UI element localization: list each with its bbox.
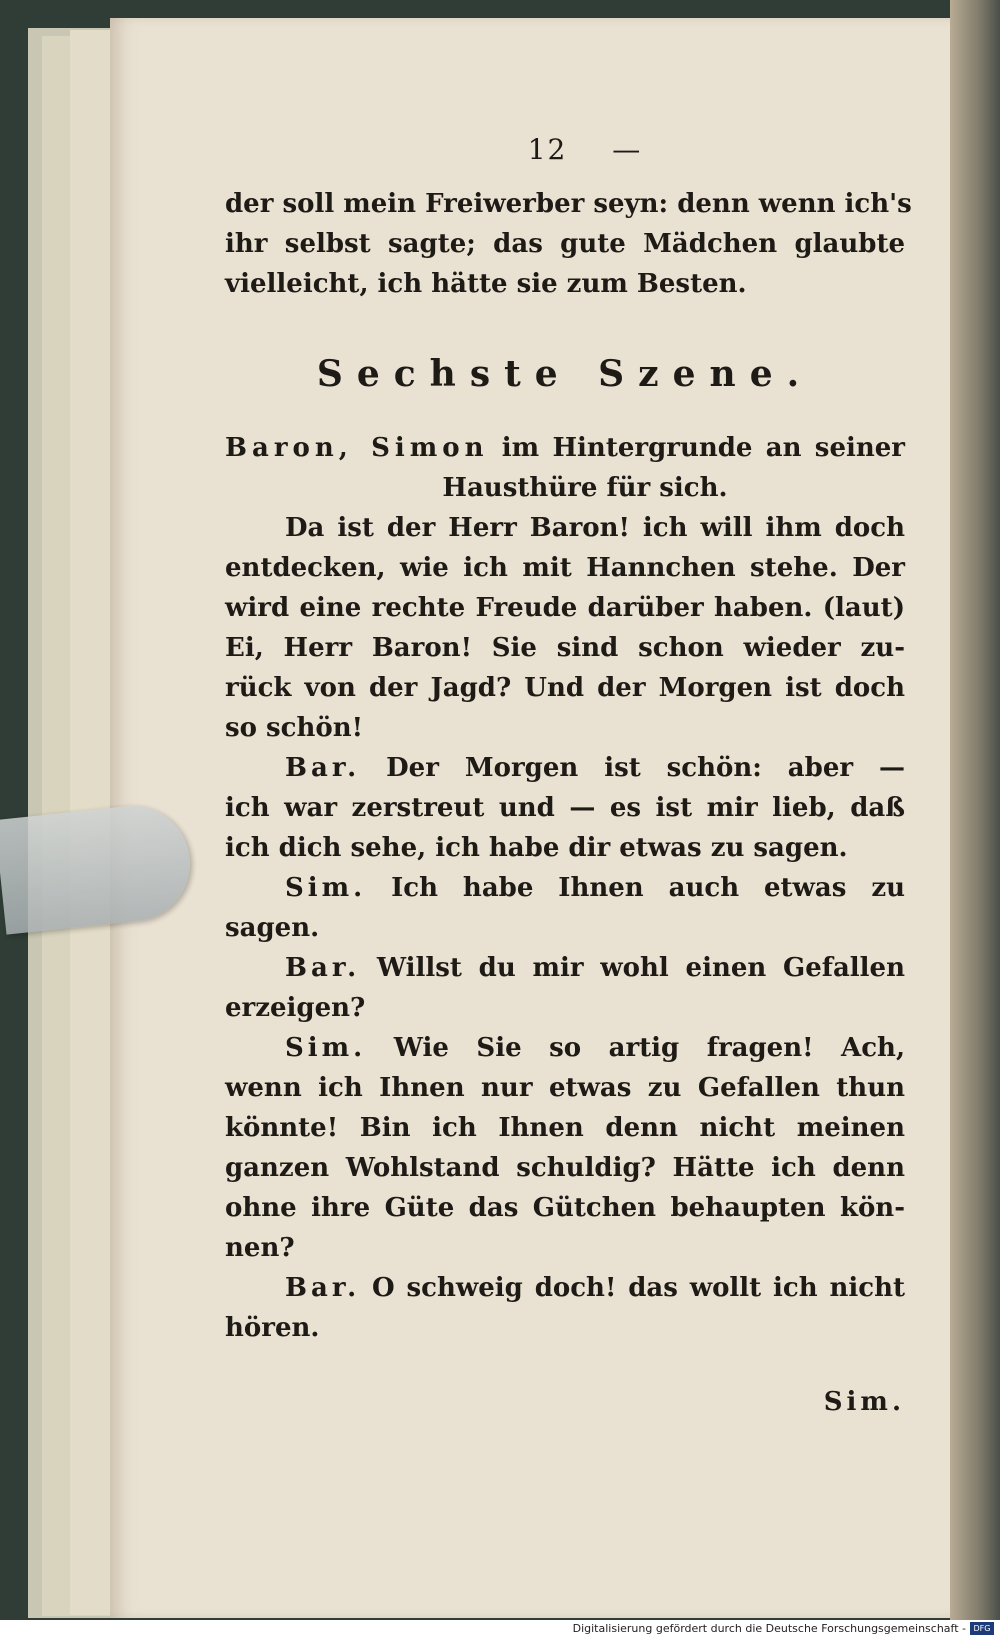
speech-line: entdecken, wie ich mit Hannchen stehe. Der [225,553,905,583]
scene-title: Sechste Szene. [316,353,814,395]
stage-direction-line [225,428,905,468]
speech-line [225,748,905,788]
speaker-name: Bar. [285,753,361,783]
page-number [265,120,905,184]
dfg-logo: DFG [970,1622,994,1635]
speech-line: rück von der Jagd? Und der Morgen ist doch [225,673,905,703]
footer-credit: Digitalisierung gefördert durch die Deutsche Forschungsgemeinschaft - [572,1622,966,1635]
speech-line: wird eine rechte Freude darüber haben. (laut) [225,593,905,623]
speech-line: ich war zerstreut und — es ist mir lieb, daß [225,793,905,823]
speech-line: hören. [225,1313,320,1343]
speech-line [225,1028,905,1068]
stage-direction-names: Baron, Simon [225,433,489,463]
speech-line: Ei, Herr Baron! Sie sind schon wieder zu- [225,633,905,663]
speech-line [225,868,905,908]
footer-bar [0,1620,1000,1638]
speech-text: Wie Sie so artig fragen! Ach, [366,1033,905,1063]
speaker-name: Sim. [285,873,367,903]
text-line: ihr selbst sagte; das gute Mädchen glaubte [225,229,905,259]
speech-text: Willst du mir wohl einen Gefallen [360,953,905,983]
speech-line: ich dich sehe, ich habe dir etwas zu sagen. [225,833,848,863]
speech-line: Da ist der Herr Baron! ich will ihm doch [285,513,905,543]
speech-text: O schweig doch! das wollt ich nicht [360,1273,905,1303]
speech-line [225,948,905,988]
page-number-value: 12 [527,133,568,166]
text-line: der soll mein Freiwerber seyn: denn wenn ich's [225,189,912,219]
speech-text: Der Morgen ist schön: aber — [360,753,905,783]
speaker-name: Bar. [285,1273,361,1303]
speech-line: sagen. [225,913,320,943]
speech-line: ohne ihre Güte das Gütchen behaupten kön- [225,1193,905,1223]
stage-direction-text: im Hintergrunde an seiner [488,433,905,463]
text-line: vielleicht, ich hätte sie zum Besten. [225,269,747,299]
speech-line [225,1268,905,1308]
page-text [225,120,912,1422]
speech-line: ganzen Wohlstand schuldig? Hätte ich denn [225,1153,905,1183]
speech-line: könnte! Bin ich Ihnen denn nicht meinen [225,1113,905,1143]
speech-line: erzeigen? [225,993,366,1023]
speaker-name: Bar. [285,953,361,983]
speech-line: so schön! [225,713,364,743]
stage-direction-line: Hausthüre für sich. [442,473,728,503]
speech-line: wenn ich Ihnen nur etwas zu Gefallen thun [225,1073,905,1103]
page-number-dash: — [612,133,643,166]
speech-text: Ich habe Ihnen auch etwas zu [366,873,905,903]
catchword: Sim. [823,1387,905,1417]
book-spine [950,0,1000,1620]
speaker-name: Sim. [285,1033,367,1063]
speech-line: nen? [225,1233,295,1263]
